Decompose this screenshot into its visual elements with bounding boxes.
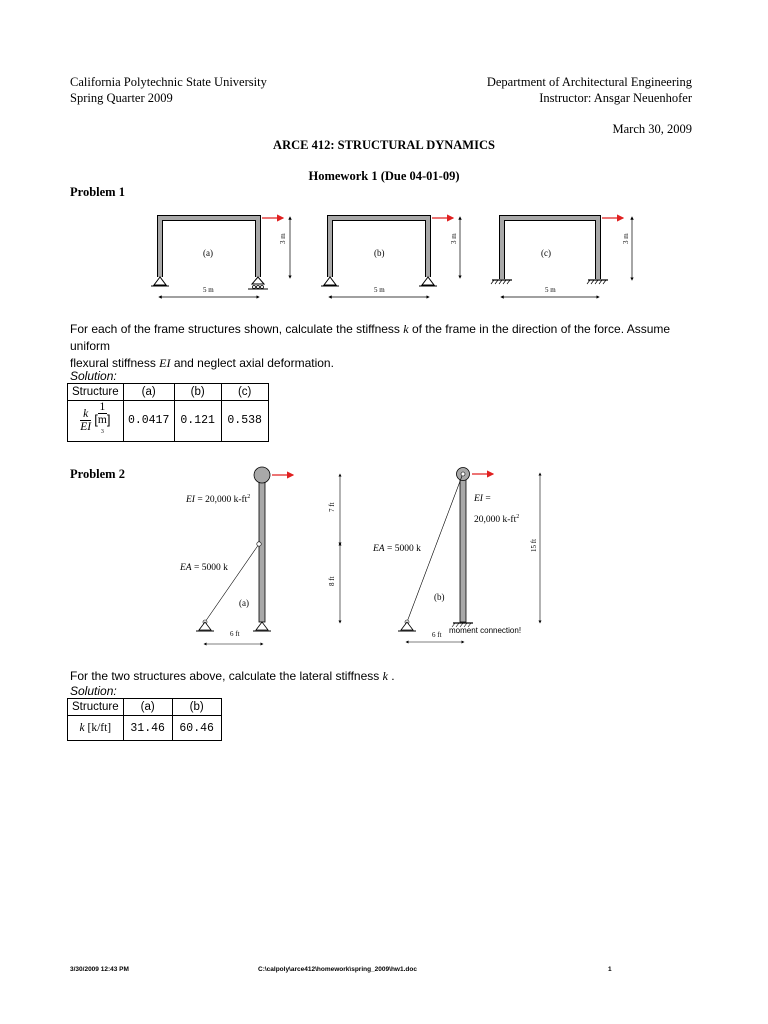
- diagram-b-EA: EA = 5000 k: [373, 544, 421, 554]
- quarter: Spring Quarter 2009: [70, 91, 173, 105]
- frame-b-label: (b): [374, 248, 385, 258]
- value-a: 0.0417: [123, 401, 174, 442]
- table-header-cell: Structure: [68, 384, 124, 401]
- problem2-figure: [190, 460, 560, 650]
- moment-connection-note: moment connection!: [449, 626, 522, 635]
- value-b: 0.121: [174, 401, 221, 442]
- frame-a-width: 5 m: [203, 286, 214, 294]
- problem2-solution-label: Solution:: [70, 684, 117, 698]
- problem1-results-table: Structure (a) (b) (c) $\frac{k}{EI}$ [ 1 m $^3$ ] 0.0417 0.121 0.538: [67, 383, 269, 442]
- frame-a: [151, 218, 290, 297]
- problem2-statement: For the two structures above, calculate the lateral stiffness k .: [70, 669, 395, 683]
- problem1-heading: Problem 1: [70, 185, 125, 199]
- frame-c-width: 5 m: [545, 286, 556, 294]
- diagram-a-base-dim: 6 ft: [230, 630, 240, 638]
- date: March 30, 2009: [612, 122, 692, 136]
- instructor: Instructor: Ansgar Neuenhofer: [539, 91, 692, 105]
- value-a: 31.46: [123, 716, 172, 741]
- diagram-a-EI: EI = 20,000 $k-ft^2$: [186, 494, 251, 506]
- homework-title: Homework 1 (Due 04-01-09): [308, 169, 460, 183]
- frame-b-height: 3 m: [450, 233, 458, 244]
- problem1-solution-label: Solution:: [70, 369, 117, 383]
- frame-b-width: 5 m: [374, 286, 385, 294]
- diagram-a-bottom-dim: 8 ft: [328, 576, 336, 586]
- diagram-b-label: (b): [434, 592, 445, 602]
- frame-c-label: (c): [541, 248, 551, 258]
- footer-page-number: 1: [608, 966, 612, 973]
- frame-a-height: 3 m: [279, 233, 287, 244]
- problem2-heading: Problem 2: [70, 467, 125, 481]
- problem1-statement: For each of the frame structures shown, calculate the stiffness k of the frame in the direction of the force. Assume uniform flexural stiffness EI and neglect axial deformation.: [70, 322, 671, 370]
- problem2-results-table: Structure (a) (b) k [k/ft] 31.46 60.46: [67, 698, 222, 741]
- diagram-b-base-dim: 6 ft: [432, 631, 442, 639]
- course-title: ARCE 412: STRUCTURAL DYNAMICS: [273, 138, 495, 152]
- diagram-b-EI-value: 20,000 $k-ft^2$: [474, 514, 520, 526]
- frame-a-label: (a): [203, 248, 213, 258]
- table-row-label: k [k/ft]: [68, 716, 124, 741]
- diagram-a-label: (a): [239, 598, 249, 608]
- value-b: 60.46: [172, 716, 221, 741]
- footer-timestamp: 3/30/2009 12:43 PM: [70, 966, 129, 973]
- diagram-b-height-dim: 15 ft: [530, 538, 538, 552]
- university-name: California Polytechnic State University: [70, 75, 267, 89]
- frame-b: [321, 218, 460, 297]
- structure-b: [398, 468, 540, 643]
- value-c: 0.538: [221, 401, 268, 442]
- frame-c-height: 3 m: [622, 233, 630, 244]
- table-row-label: $\frac{k}{EI}$ [ 1 m $^3$ ]: [68, 401, 124, 442]
- frame-c: [491, 218, 632, 297]
- department: Department of Architectural Engineering: [486, 75, 692, 89]
- diagram-b-EI: EI =: [474, 494, 491, 504]
- footer-filepath: C:\calpoly\arce412\homework\spring_2009\hw1.doc: [258, 966, 417, 973]
- problem1-frames-figure: [140, 205, 650, 300]
- diagram-a-EA: EA = 5000 k: [180, 563, 228, 573]
- diagram-a-top-dim: 7 ft: [328, 502, 336, 512]
